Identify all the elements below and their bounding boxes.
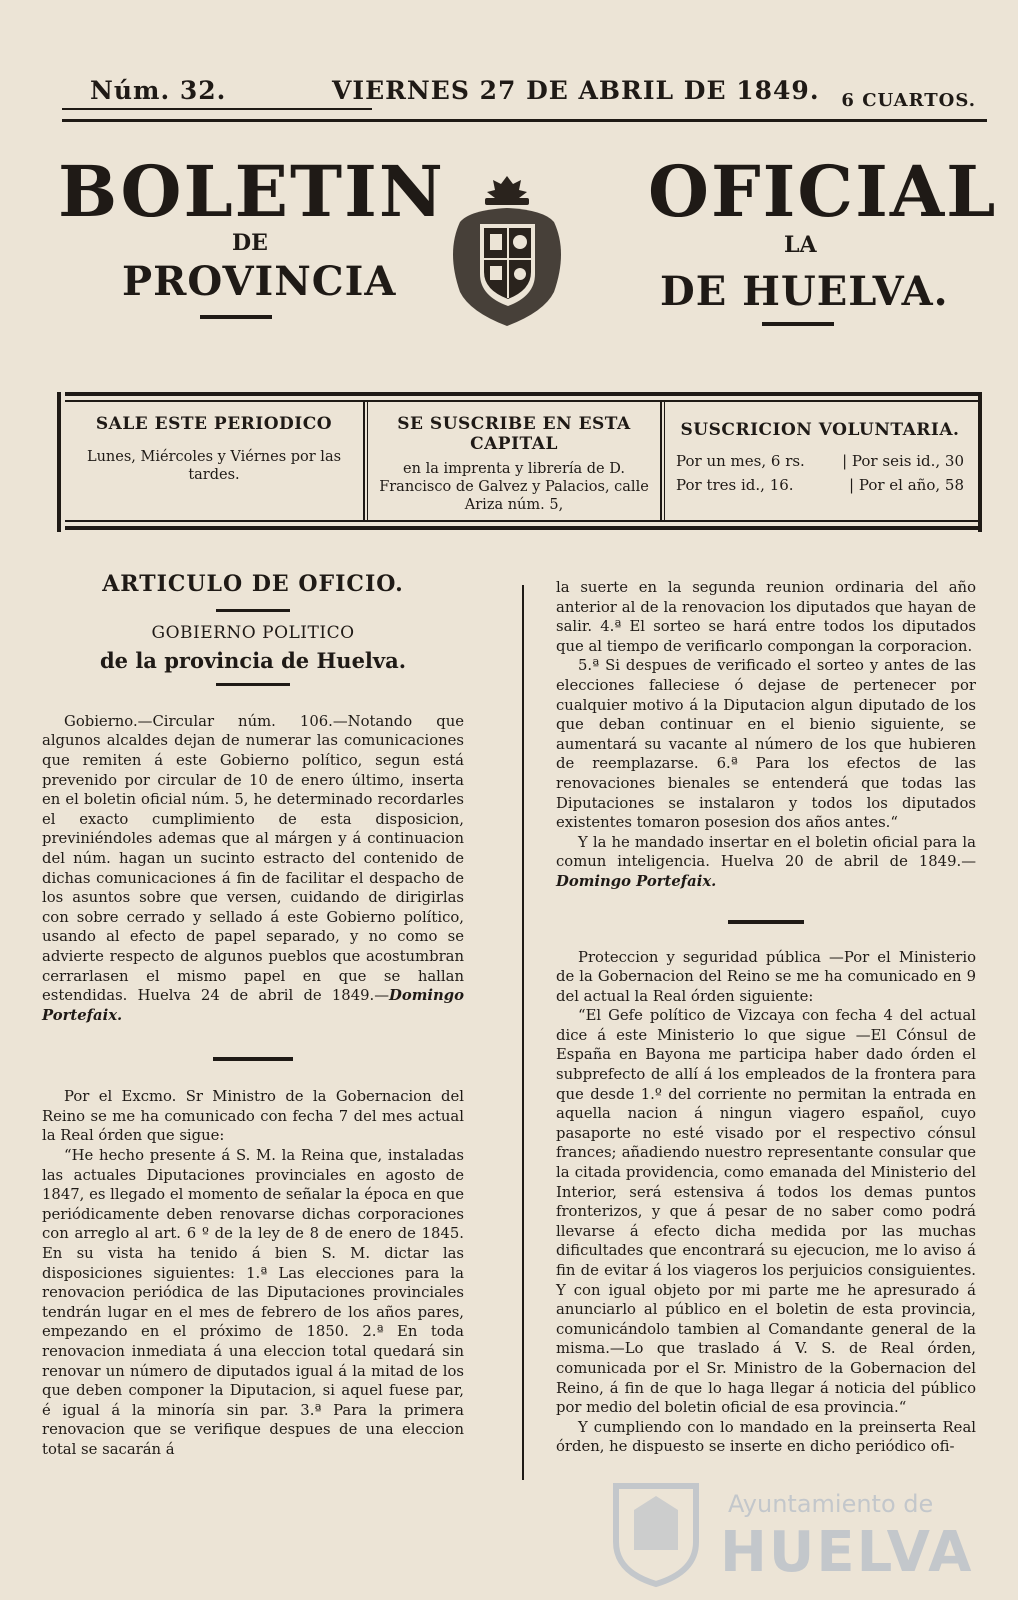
separator <box>216 683 290 686</box>
box-rule <box>978 392 982 532</box>
column-divider <box>522 585 524 1480</box>
header-rule <box>62 108 372 110</box>
box-divider <box>664 402 665 520</box>
info-publication-title: SALE ESTE PERIODICO <box>95 414 333 434</box>
watermark <box>610 1480 1000 1590</box>
info-publication <box>67 392 361 535</box>
subscription-info-box <box>57 392 982 535</box>
masthead-word: PROVINCIA <box>122 258 397 305</box>
masthead-rule <box>762 322 834 326</box>
insertion-text: Y la he mandado insertar en el boletin oficial para la comun inteligencia. Huelva 20 de abril de 1849.— <box>556 833 976 871</box>
royal-order-paragraph: “He hecho presente á S. M. la Reina que, instaladas las actuales Diputaciones provinciales en agosto de 1847, es llegado el momento de señalar la época en que periódicamente deben renovarse dichas corporaciones con arreglo al art. 6 º de la ley de 8 de enero de 1845. En su vista ha tenido á bien S. M. dictar las disposiciones siguientes: 1.ª Las elecciones para la renovacion periódica de las Diputaciones provinciales tendrán lugar en el mes de febrero de los años pares, empezando en el próximo de 1850. 2.ª En toda renovacion inmediata á una eleccion total quedará sin renovar un número de diputados igual á la mitad de los que deben componer la Diputacion, si aquel fuese par, é igual á la minoría sin par. 3.ª Para la primera renovacion que se verifique despues de una eleccion total se sacarán á <box>42 1147 464 1458</box>
price-row <box>676 476 964 494</box>
circular-paragraph <box>42 712 464 1026</box>
price-row <box>676 452 964 470</box>
info-prices <box>666 392 974 535</box>
issue-date: VIERNES 27 DE ABRIL DE 1849. <box>332 76 820 105</box>
insertion-paragraph <box>556 833 976 892</box>
info-publication-text: Lunes, Miércoles y Viérnes por las tardes. <box>86 449 342 483</box>
signature: Domingo Portefaix. <box>42 987 464 1024</box>
info-subscribe-text: en la imprenta y librería de D. Francisco de Galvez y Palacios, calle Ariza núm. 5, <box>379 461 649 513</box>
section-title: ARTICULO DE OFICIO. <box>102 571 404 597</box>
box-rule <box>57 392 61 532</box>
security-paragraph: Proteccion y seguridad pública —Por el Ministerio de la Gobernacion del Reino se me ha comunicado en 9 del actual la Real órden siguiente: <box>556 948 976 1005</box>
office-subtitle: de la provincia de Huelva. <box>99 648 407 674</box>
circular-text: Gobierno.—Circular núm. 106.—Notando que algunos alcaldes dejan de numerar las comunicaciones que remiten á este Gobierno político, segun está prevenido por circular de 10 de enero último, inserta en el boletin oficial núm. 5, he determinado recordarles el exacto cumplimiento de esta disposicion, previniéndoles ademas que al márgen y á continuacion del núm. hagan un sucinto estracto del contenido de dichas comunicaciones á fin de facilitar el despacho de los asuntos sobre que versen, cuidando de dirigirlas con sobre cerrado y sellado á este Gobierno político, usando al efecto de papel separado, y no como se advierte respecto de algunos pueblos que acostumbran cerrarlasen el mismo papel en que se hallan estendidas. Huelva 24 de abril de 1849.— <box>42 712 464 1005</box>
masthead-word: BOLETIN <box>58 150 445 233</box>
left-column <box>42 571 464 1460</box>
header-rule <box>62 119 987 122</box>
consul-paragraph: “El Gefe político de Vizcaya con fecha 4 del actual dice á este Ministerio lo que sigue —El Cónsul de España en Bayona me participa haber dado órden el subprefecto de allí á los empleados de la frontera para que desde 1.º del corriente no permitan la entrada en aquella nacion á ningun viagero español, cuyo pasaporte no esté visado por el respectivo cónsul frances; añadiendo nuestro representante consular que la citada providencia, como emanada del Ministerio del Interior, será estensiva á todos los demas puntos fronterizos, y que á pesar de no saber como podrá llevarse á efecto dicha medida por las muchas dificultades que encontrará su ejecucion, me lo aviso á fin de evitar á los viageros los perjuicios consiguientes. Y con igual objeto por mi parte me he apresurado á anunciarlo al público en el boletin de esta provincia, comunicándolo tambien al Comandante general de la misma.—Lo que traslado á V. S. de Real órden, comunicada por el Sr. Ministro de la Gobernacion del Reino, á fin de que lo haga llegar á noticia del público por medio del boletin oficial de esa provincia.“ <box>556 1007 976 1417</box>
masthead-word: LA <box>784 232 817 258</box>
signature: Domingo Portefaix. <box>556 872 717 890</box>
royal-order-paragraph: 5.ª Si despues de verificado el sorteo y antes de las elecciones falleciese ó dejase de pertenecer por cualquier motivo á la Diputacion algun diputado de los que deban continuar en el bienio siguiente, se aumentará su vacante al número de los que hubieren de reemplazarse. 6.ª Para los efectos de las renovaciones bienales se entenderá que todas las Diputaciones se instalaron y todos los diputados existentes tomaron posesion dos años antes.“ <box>556 657 976 832</box>
info-subscribe-title: SE SUSCRIBE EN ESTA CAPITAL <box>397 414 631 454</box>
issue-price: 6 CUARTOS. <box>841 90 976 111</box>
ministry-paragraph: Por el Excmo. Sr Ministro de la Gobernacion del Reino se me ha comunicado con fecha 7 del mes actual la Real órden que sigue: <box>42 1088 464 1145</box>
watermark-line2: HUELVA <box>720 1520 974 1585</box>
masthead-word: DE HUELVA. <box>660 268 949 315</box>
right-column <box>556 578 976 1457</box>
closing-paragraph: Y cumpliendo con lo mandado en la preinserta Real órden, he dispuesto se inserte en dicho periódico ofi- <box>556 1418 976 1456</box>
city-shield-icon <box>610 1480 702 1588</box>
masthead-word: OFICIAL <box>648 150 998 233</box>
coat-of-arms-icon <box>440 172 575 332</box>
office-title: GOBIERNO POLITICO <box>151 622 355 643</box>
info-prices-title: SUSCRICION VOLUNTARIA. <box>680 420 960 440</box>
masthead-word: DE <box>232 230 268 256</box>
price-year: | Por el año, 58 <box>849 476 964 494</box>
watermark-line1: Ayuntamiento de <box>728 1490 934 1518</box>
separator <box>213 1057 293 1061</box>
issue-number: Núm. 32. <box>90 76 227 105</box>
masthead-rule <box>200 315 272 319</box>
box-divider <box>660 402 662 520</box>
price-month: Por un mes, 6 rs. <box>676 452 805 470</box>
box-divider <box>363 402 365 520</box>
info-subscribe <box>369 392 659 535</box>
box-divider <box>367 402 368 520</box>
price-six-months: | Por seis id., 30 <box>842 452 964 470</box>
royal-order-continued: la suerte en la segunda reunion ordinaria del año anterior al de la renovacion los diputados que hayan de salir. 4.ª El sorteo se hará entre todos los diputados que al tiempo de verificarlo compongan la corporacion. <box>556 579 976 655</box>
separator <box>728 920 804 924</box>
separator <box>216 609 290 612</box>
price-three-months: Por tres id., 16. <box>676 476 794 494</box>
